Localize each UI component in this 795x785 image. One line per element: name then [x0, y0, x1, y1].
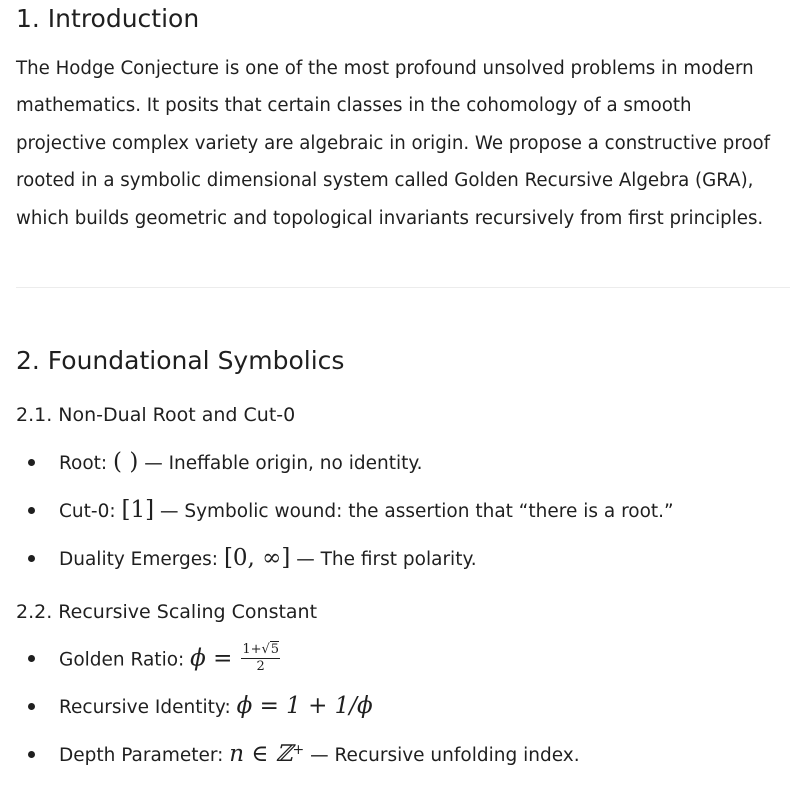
bullet-icon	[28, 655, 35, 662]
item-description: — Symbolic wound: the assertion that “there is a root.”	[159, 501, 674, 522]
math-expression: [1]	[121, 497, 155, 523]
section-divider	[16, 287, 790, 288]
item-description: — The first polarity.	[296, 549, 477, 570]
subsection-2-1-heading: 2.1. Non-Dual Root and Cut-0	[16, 404, 296, 426]
list-item	[28, 642, 280, 676]
math-superscript: +	[292, 741, 305, 758]
item-label: Golden Ratio:	[59, 649, 185, 671]
subsection-2-2-heading: 2.2. Recursive Scaling Constant	[16, 601, 318, 623]
bullet-icon	[28, 555, 35, 562]
item-description: — Ineffable origin, no identity.	[144, 453, 423, 474]
paragraph-line: rooted in a symbolic dimensional system called Golden Recursive Algebra (GRA),	[16, 170, 754, 192]
math-expression: ϕ = 1 + 1/ϕ	[236, 693, 373, 719]
list-item	[28, 545, 477, 571]
item-label: Cut-0:	[59, 501, 116, 522]
bullet-icon	[28, 507, 35, 514]
list-item	[28, 497, 674, 523]
item-label: Recursive Identity:	[59, 697, 231, 718]
item-label: Depth Parameter:	[59, 745, 224, 766]
section-2-heading: 2. Foundational Symbolics	[16, 346, 345, 375]
paragraph-line: mathematics. It posits that certain classes in the cohomology of a smooth	[16, 95, 692, 117]
list-item	[28, 693, 373, 719]
bullet-icon	[28, 703, 35, 710]
list-item	[28, 741, 580, 767]
bullet-icon	[28, 751, 35, 758]
fraction-denominator: 2	[256, 659, 265, 674]
introduction-paragraph	[16, 50, 791, 237]
math-expression: n ∈ ℤ	[229, 741, 293, 767]
math-expression: ϕ =	[190, 645, 233, 672]
item-description: — Recursive unfolding index.	[310, 745, 580, 766]
paragraph-line: which builds geometric and topological invariants recursively from first principles.	[16, 207, 764, 229]
fraction-numerator: 1+	[242, 642, 262, 657]
item-label: Root:	[59, 453, 108, 474]
bullet-icon	[28, 459, 35, 466]
paragraph-line: projective complex variety are algebraic in origin. We propose a constructive proof	[16, 132, 771, 154]
math-expression: ( )	[113, 449, 139, 475]
paragraph-line: The Hodge Conjecture is one of the most profound unsolved problems in modern	[16, 58, 754, 79]
section-1-heading: 1. Introduction	[16, 4, 200, 33]
list-item	[28, 449, 423, 475]
sqrt-radicand: 5	[270, 642, 280, 657]
golden-ratio-fraction: $\frac{1+√5}{2}$	[242, 642, 280, 674]
item-label: Duality Emerges:	[59, 549, 219, 570]
math-expression: [0, ∞]	[223, 545, 291, 571]
